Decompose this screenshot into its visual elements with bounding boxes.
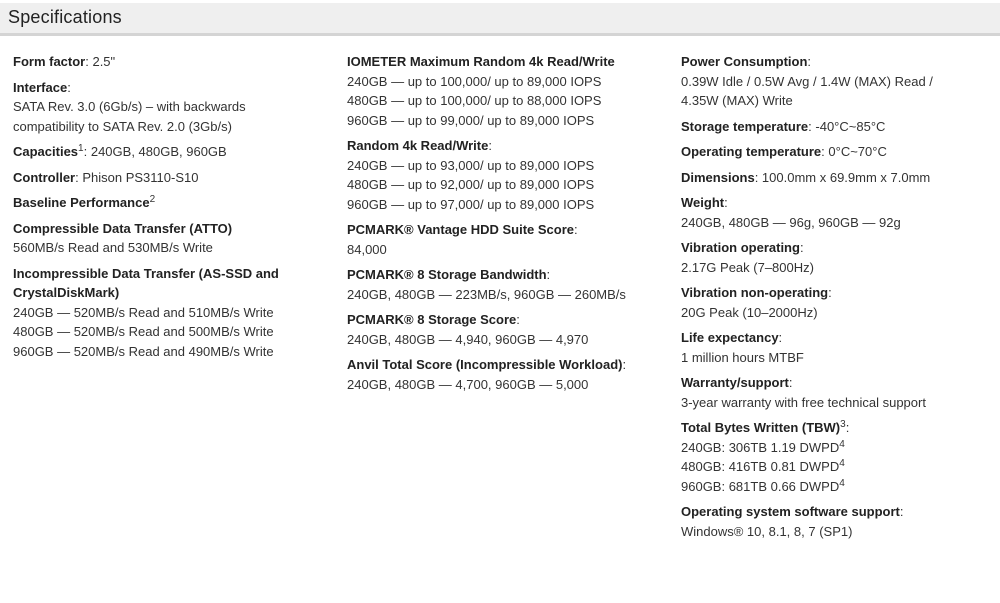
- spec-separator: :: [488, 138, 492, 153]
- spec-value-line: [681, 438, 981, 458]
- spec-item: [13, 52, 313, 72]
- spec-value-line: [681, 457, 981, 477]
- spec-label: IOMETER Maximum Random 4k Read/Write: [347, 54, 615, 69]
- spec-item: [13, 193, 313, 213]
- spec-label: Random 4k Read/Write: [347, 138, 489, 153]
- spec-label: Capacities: [13, 144, 79, 159]
- spec-label: Baseline Performance: [13, 195, 150, 210]
- footnote-marker: 2: [149, 194, 156, 205]
- spec-value-text: 240GB: 306TB 1.19 DWPD: [681, 439, 840, 455]
- spec-value: -40°C~85°C: [815, 118, 886, 134]
- spec-separator: :: [788, 375, 793, 390]
- spec-heading: [681, 52, 981, 72]
- spec-heading: [681, 502, 981, 522]
- spec-value-line: 240GB, 480GB — 4,700, 960GB — 5,000: [347, 376, 589, 392]
- spec-column-1: [13, 52, 313, 367]
- spec-separator: :: [516, 312, 520, 327]
- footnote-marker: 1: [78, 143, 84, 154]
- spec-label: Weight: [681, 195, 725, 210]
- spec-value-line: 240GB, 480GB — 96g, 960GB — 92g: [681, 214, 901, 230]
- spec-item: [347, 136, 657, 214]
- spec-value-line: 960GB — up to 99,000/ up to 89,000 IOPS: [347, 112, 595, 128]
- spec-value-line: 560MB/s Read and 530MB/s Write: [13, 240, 213, 255]
- spec-value-text: 960GB: 681TB 0.66 DWPD: [681, 478, 840, 494]
- spec-separator: :: [75, 169, 83, 185]
- spec-heading: [347, 310, 657, 330]
- spec-heading: [347, 220, 657, 240]
- spec-heading: [347, 136, 657, 156]
- spec-label: Operating system software support: [681, 504, 900, 519]
- spec-column-2: [347, 52, 657, 400]
- spec-value-line: SATA Rev. 3.0 (6Gb/s) – with backwards: [13, 99, 246, 114]
- spec-label: Operating temperature: [681, 144, 822, 159]
- spec-value-line: 960GB — up to 97,000/ up to 89,000 IOPS: [347, 196, 595, 212]
- spec-item: [13, 142, 313, 162]
- spec-label: Vibration operating: [681, 240, 800, 255]
- spec-value-line: 240GB — 520MB/s Read and 510MB/s Write: [13, 304, 274, 320]
- spec-heading: [681, 193, 981, 213]
- specifications-header: [0, 3, 1000, 36]
- spec-label: Dimensions: [681, 169, 755, 185]
- spec-heading: [681, 117, 981, 137]
- spec-separator: :: [574, 222, 578, 237]
- spec-item: [347, 355, 657, 394]
- spec-separator: :: [622, 357, 627, 372]
- spec-value-line: 240GB, 480GB — 4,940, 960GB — 4,970: [347, 331, 589, 347]
- spec-value-line: 480GB — 520MB/s Read and 500MB/s Write: [13, 324, 274, 339]
- spec-value-line: 84,000: [347, 241, 387, 257]
- spec-value: 100.0mm x 69.9mm x 7.0mm: [761, 169, 931, 185]
- spec-separator: :: [546, 267, 551, 282]
- spec-value-line: 480GB — up to 100,000/ up to 88,000 IOPS: [347, 93, 602, 108]
- spec-value-line: [681, 477, 981, 497]
- spec-item: [13, 264, 313, 362]
- spec-value-line: 240GB — up to 100,000/ up to 89,000 IOPS: [347, 73, 602, 89]
- spec-item: [347, 220, 657, 259]
- page-title: Specifications: [8, 7, 122, 27]
- spec-label: Anvil Total Score (Incompressible Workload): [347, 357, 623, 372]
- spec-heading: [13, 52, 313, 72]
- spec-separator: :: [754, 169, 762, 185]
- spec-value: 0°C~70°C: [828, 144, 887, 159]
- spec-separator: :: [83, 144, 91, 159]
- spec-heading: [681, 283, 981, 303]
- spec-value-line: 1 million hours MTBF: [681, 349, 804, 365]
- spec-column-3: [681, 52, 981, 547]
- spec-value-line: 20G Peak (10–2000Hz): [681, 304, 818, 320]
- spec-separator: :: [67, 79, 71, 95]
- spec-heading: [347, 265, 657, 285]
- spec-value-line: 2.17G Peak (7–800Hz): [681, 259, 814, 275]
- footnote-marker: 4: [839, 458, 845, 469]
- spec-value-line: 0.39W Idle / 0.5W Avg / 1.4W (MAX) Read /: [681, 73, 933, 89]
- spec-heading: [681, 373, 981, 393]
- spec-label: Warranty/support: [681, 375, 789, 390]
- spec-separator: :: [808, 118, 816, 134]
- footnote-marker: 4: [839, 477, 845, 489]
- spec-value: Phison PS3110-S10: [82, 169, 199, 185]
- spec-label: Form factor: [13, 54, 86, 69]
- spec-separator: :: [821, 144, 829, 159]
- spec-item: [347, 265, 657, 304]
- spec-item: [681, 193, 981, 232]
- spec-label: Vibration non-operating: [681, 285, 829, 300]
- spec-separator: :: [799, 240, 804, 255]
- spec-item: [13, 78, 313, 137]
- spec-item: [681, 502, 981, 541]
- spec-item: [13, 168, 313, 188]
- spec-label: Controller: [13, 169, 76, 185]
- spec-separator: :: [778, 330, 783, 345]
- spec-item: [681, 117, 981, 137]
- spec-separator: :: [807, 54, 812, 69]
- spec-separator: :: [724, 195, 728, 210]
- spec-value-text: 480GB: 416TB 0.81 DWPD: [681, 459, 840, 474]
- footnote-marker: 3: [840, 419, 846, 430]
- spec-item: [681, 283, 981, 322]
- spec-heading: [681, 418, 981, 438]
- spec-heading: [13, 78, 313, 98]
- spec-label: Incompressible Data Transfer (AS-SSD and CrystalDiskMark): [13, 265, 279, 300]
- spec-item: [13, 219, 313, 258]
- spec-label: PCMARK® 8 Storage Score: [347, 312, 517, 327]
- spec-item: [681, 52, 981, 111]
- spec-item: [681, 142, 981, 162]
- spec-heading: [681, 238, 981, 258]
- spec-item: [681, 238, 981, 277]
- spec-item: [681, 328, 981, 367]
- spec-heading: [681, 328, 981, 348]
- spec-heading: [13, 193, 313, 213]
- spec-value: 2.5": [92, 54, 116, 69]
- spec-value-line: 480GB — up to 92,000/ up to 89,000 IOPS: [347, 177, 595, 192]
- spec-label: Power Consumption: [681, 54, 808, 69]
- spec-heading: [347, 355, 657, 375]
- spec-label: Life expectancy: [681, 330, 779, 345]
- spec-separator: :: [845, 420, 850, 435]
- spec-separator: :: [828, 285, 832, 300]
- spec-heading: [13, 219, 313, 239]
- spec-value-line: 240GB — up to 93,000/ up to 89,000 IOPS: [347, 157, 595, 173]
- spec-item: [347, 310, 657, 349]
- spec-label: PCMARK® Vantage HDD Suite Score: [347, 222, 575, 237]
- spec-separator: :: [899, 504, 904, 519]
- spec-separator: :: [85, 54, 93, 69]
- spec-heading: [347, 52, 657, 72]
- footnote-marker: 4: [839, 438, 845, 450]
- spec-heading: [13, 168, 313, 188]
- spec-label: Interface: [13, 79, 68, 95]
- spec-label: Total Bytes Written (TBW): [681, 420, 841, 435]
- spec-value-line: Windows® 10, 8.1, 8, 7 (SP1): [681, 523, 853, 539]
- spec-label: Storage temperature: [681, 118, 809, 134]
- spec-item: [681, 418, 981, 496]
- spec-item: [681, 168, 981, 188]
- spec-value-line: compatibility to SATA Rev. 2.0 (3Gb/s): [13, 118, 232, 134]
- spec-label: PCMARK® 8 Storage Bandwidth: [347, 267, 547, 282]
- spec-label: Compressible Data Transfer (ATTO): [13, 220, 233, 236]
- spec-heading: [681, 168, 981, 188]
- spec-heading: [13, 142, 313, 162]
- spec-item: [681, 373, 981, 412]
- spec-value-line: 3-year warranty with free technical support: [681, 394, 926, 410]
- spec-value-line: 4.35W (MAX) Write: [681, 93, 793, 108]
- spec-heading: [13, 264, 313, 303]
- spec-item: [347, 52, 657, 130]
- spec-value-line: 240GB, 480GB — 223MB/s, 960GB — 260MB/s: [347, 286, 626, 302]
- spec-heading: [681, 142, 981, 162]
- spec-value-line: 960GB — 520MB/s Read and 490MB/s Write: [13, 343, 274, 359]
- spec-value: 240GB, 480GB, 960GB: [90, 144, 227, 159]
